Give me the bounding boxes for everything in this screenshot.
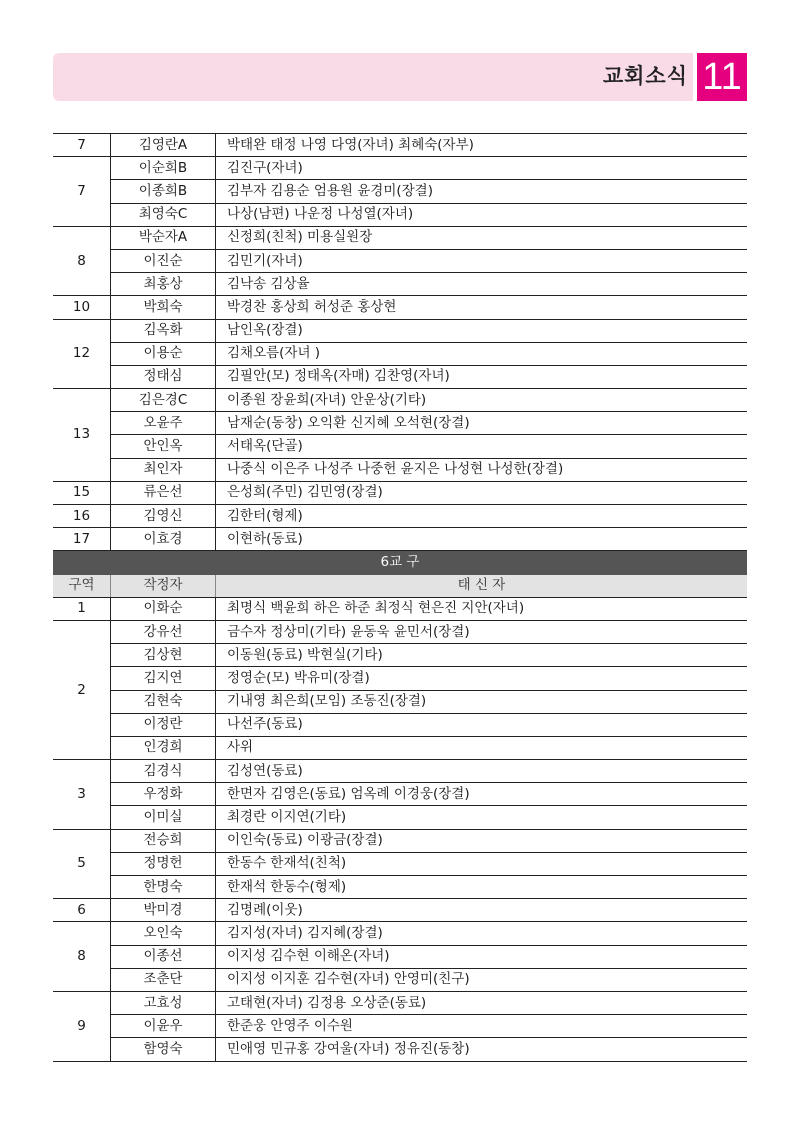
guests-cell: 박경찬 홍상희 허성준 홍상현 <box>216 296 748 319</box>
guests-cell: 김낙송 김상율 <box>216 273 748 296</box>
guests-cell: 이지성 김수현 이해온(자녀) <box>216 945 748 968</box>
writer-cell: 강유선 <box>111 620 216 643</box>
guests-cell: 한준웅 안영주 이수원 <box>216 1015 748 1038</box>
table-row <box>53 203 747 226</box>
writer-cell: 김지연 <box>111 667 216 690</box>
guests-cell: 서태옥(단골) <box>216 435 748 458</box>
writer-cell: 김현숙 <box>111 690 216 713</box>
guests-cell: 나중식 이은주 나성주 나중헌 윤지은 나성현 나성한(장결) <box>216 458 748 481</box>
guests-cell: 최명식 백윤희 하은 하준 최정식 현은진 지안(자녀) <box>216 597 748 620</box>
writer-cell: 최영숙C <box>111 203 216 226</box>
section-header-row <box>53 551 747 574</box>
zone-cell: 12 <box>53 319 111 389</box>
guests-cell: 남재순(동창) 오익환 신지혜 오석현(장결) <box>216 412 748 435</box>
column-header-writer: 작정자 <box>111 574 216 597</box>
table-row <box>53 597 747 620</box>
roster-body <box>53 134 747 1062</box>
guests-cell: 금수자 정상미(기타) 윤동욱 윤민서(장결) <box>216 620 748 643</box>
table-row <box>53 528 747 551</box>
writer-cell: 김영신 <box>111 505 216 528</box>
writer-cell: 이윤우 <box>111 1015 216 1038</box>
column-header-row <box>53 574 747 597</box>
writer-cell: 이종선 <box>111 945 216 968</box>
guests-cell: 김지성(자녀) 김지혜(장결) <box>216 922 748 945</box>
writer-cell: 이용순 <box>111 342 216 365</box>
guests-cell: 신정희(친척) 미용실원장 <box>216 226 748 249</box>
writer-cell: 정태심 <box>111 365 216 388</box>
table-row <box>53 876 747 899</box>
table-row <box>53 945 747 968</box>
table-row <box>53 134 747 157</box>
table-row <box>53 690 747 713</box>
roster-table <box>53 133 747 1062</box>
zone-cell: 13 <box>53 389 111 482</box>
column-header-zone: 구역 <box>53 574 111 597</box>
table-row <box>53 481 747 504</box>
guests-cell: 박태완 태정 나영 다영(자녀) 최혜숙(자부) <box>216 134 748 157</box>
table-row <box>53 412 747 435</box>
writer-cell: 이효경 <box>111 528 216 551</box>
table-row <box>53 180 747 203</box>
guests-cell: 김진구(자녀) <box>216 157 748 180</box>
table-row <box>53 342 747 365</box>
zone-cell: 15 <box>53 481 111 504</box>
writer-cell: 박순자A <box>111 226 216 249</box>
guests-cell: 김필안(모) 정태옥(자매) 김찬영(자녀) <box>216 365 748 388</box>
writer-cell: 이순희B <box>111 157 216 180</box>
guests-cell: 이지성 이지훈 김수현(자녀) 안영미(친구) <box>216 968 748 991</box>
guests-cell: 한재석 한동수(형제) <box>216 876 748 899</box>
writer-cell: 인경희 <box>111 736 216 759</box>
guests-cell: 나선주(동료) <box>216 713 748 736</box>
writer-cell: 전승희 <box>111 829 216 852</box>
table-row <box>53 806 747 829</box>
page-title: 교회소식 <box>602 64 688 88</box>
writer-cell: 정명헌 <box>111 852 216 875</box>
writer-cell: 함영숙 <box>111 1038 216 1061</box>
table-row <box>53 713 747 736</box>
table-row <box>53 783 747 806</box>
writer-cell: 김옥화 <box>111 319 216 342</box>
table-row <box>53 389 747 412</box>
table-row <box>53 736 747 759</box>
table-row <box>53 1015 747 1038</box>
table-row <box>53 458 747 481</box>
zone-cell: 7 <box>53 157 111 227</box>
guests-cell: 고태현(자녀) 김정용 오상준(동료) <box>216 991 748 1014</box>
writer-cell: 고효성 <box>111 991 216 1014</box>
guests-cell: 사위 <box>216 736 748 759</box>
table-row <box>53 991 747 1014</box>
zone-cell: 9 <box>53 991 111 1061</box>
guests-cell: 이인숙(동료) 이광금(장결) <box>216 829 748 852</box>
table-row <box>53 505 747 528</box>
table-row <box>53 1038 747 1061</box>
writer-cell: 김영란A <box>111 134 216 157</box>
writer-cell: 류은선 <box>111 481 216 504</box>
writer-cell: 이미실 <box>111 806 216 829</box>
guests-cell: 한동수 한재석(친척) <box>216 852 748 875</box>
table-row <box>53 365 747 388</box>
writer-cell: 한명숙 <box>111 876 216 899</box>
table-row <box>53 296 747 319</box>
table-row <box>53 922 747 945</box>
zone-cell: 10 <box>53 296 111 319</box>
writer-cell: 이종희B <box>111 180 216 203</box>
guests-cell: 최경란 이지연(기타) <box>216 806 748 829</box>
column-header-guests: 태 신 자 <box>216 574 748 597</box>
writer-cell: 이화순 <box>111 597 216 620</box>
zone-cell: 8 <box>53 226 111 296</box>
writer-cell: 김상현 <box>111 644 216 667</box>
writer-cell: 최홍상 <box>111 273 216 296</box>
table-row <box>53 667 747 690</box>
guests-cell: 김채오름(자녀 ) <box>216 342 748 365</box>
writer-cell: 이진순 <box>111 249 216 272</box>
zone-cell: 3 <box>53 760 111 830</box>
writer-cell: 최인자 <box>111 458 216 481</box>
writer-cell: 오윤주 <box>111 412 216 435</box>
zone-cell: 17 <box>53 528 111 551</box>
guests-cell: 남인옥(장결) <box>216 319 748 342</box>
guests-cell: 김성연(동료) <box>216 760 748 783</box>
table-row <box>53 226 747 249</box>
guests-cell: 한면자 김영은(동료) 엄옥례 이경웅(장결) <box>216 783 748 806</box>
writer-cell: 김경식 <box>111 760 216 783</box>
table-row <box>53 249 747 272</box>
table-row <box>53 319 747 342</box>
table-row <box>53 852 747 875</box>
writer-cell: 안인옥 <box>111 435 216 458</box>
writer-cell: 박미경 <box>111 899 216 922</box>
page-number-badge: 11 <box>697 53 747 101</box>
guests-cell: 민애영 민규홍 강여울(자녀) 정유진(동창) <box>216 1038 748 1061</box>
guests-cell: 김부자 김용순 엄용원 윤경미(장결) <box>216 180 748 203</box>
zone-cell: 2 <box>53 620 111 759</box>
zone-cell: 1 <box>53 597 111 620</box>
guests-cell: 기내영 최은희(모임) 조동진(장결) <box>216 690 748 713</box>
zone-cell: 8 <box>53 922 111 992</box>
writer-cell: 우정화 <box>111 783 216 806</box>
guests-cell: 이현하(동료) <box>216 528 748 551</box>
guests-cell: 김명례(이웃) <box>216 899 748 922</box>
guests-cell: 이동원(동료) 박현실(기타) <box>216 644 748 667</box>
table-row <box>53 157 747 180</box>
zone-cell: 6 <box>53 899 111 922</box>
table-row <box>53 620 747 643</box>
writer-cell: 김은경C <box>111 389 216 412</box>
guests-cell: 나상(남편) 나운정 나성열(자녀) <box>216 203 748 226</box>
writer-cell: 박희숙 <box>111 296 216 319</box>
guests-cell: 김한터(형제) <box>216 505 748 528</box>
table-row <box>53 644 747 667</box>
guests-cell: 이종원 장윤희(자녀) 안운상(기타) <box>216 389 748 412</box>
guests-cell: 정영순(모) 박유미(장결) <box>216 667 748 690</box>
zone-cell: 7 <box>53 134 111 157</box>
table-row <box>53 968 747 991</box>
table-row <box>53 435 747 458</box>
table-row <box>53 829 747 852</box>
guests-cell: 김민기(자녀) <box>216 249 748 272</box>
zone-cell: 16 <box>53 505 111 528</box>
table-row <box>53 273 747 296</box>
guests-cell: 은성희(주민) 김민영(장결) <box>216 481 748 504</box>
table-row <box>53 760 747 783</box>
writer-cell: 오인숙 <box>111 922 216 945</box>
header-band <box>53 53 693 101</box>
writer-cell: 이정란 <box>111 713 216 736</box>
zone-cell: 5 <box>53 829 111 899</box>
section-title: 6교 구 <box>53 551 747 574</box>
writer-cell: 조춘단 <box>111 968 216 991</box>
table-row <box>53 899 747 922</box>
